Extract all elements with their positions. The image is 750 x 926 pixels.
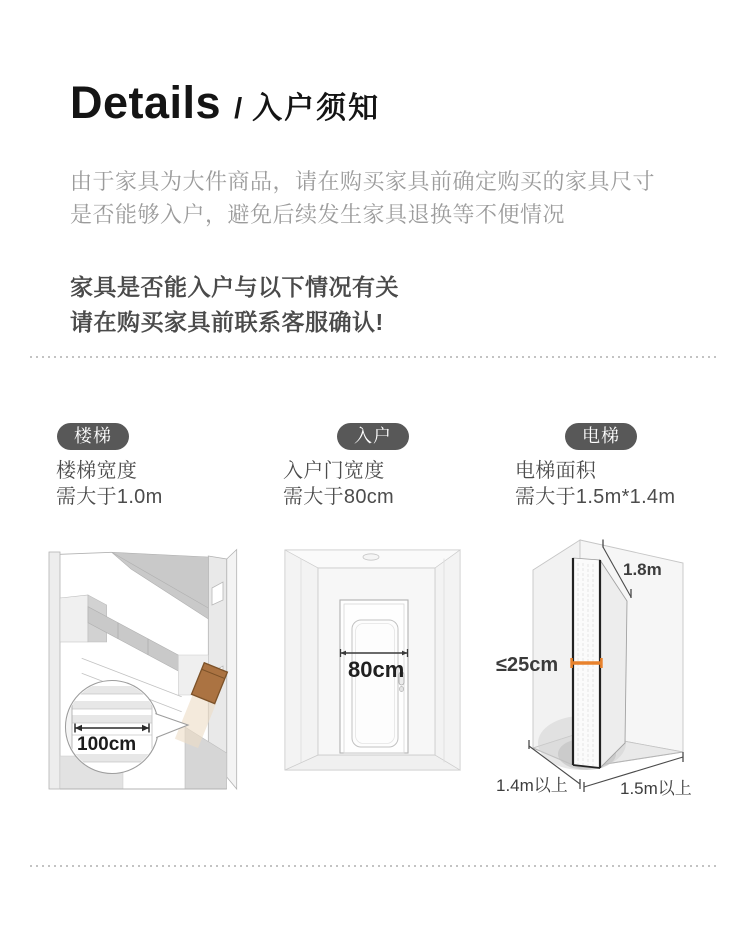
title-english: Details bbox=[70, 77, 222, 129]
dotted-divider-bottom bbox=[30, 865, 720, 867]
door-panel bbox=[352, 620, 398, 747]
door-requirement-line-2: 需大于80cm bbox=[283, 486, 395, 508]
page-title bbox=[70, 77, 380, 129]
panel-thickness-measurement-label: ≤25cm bbox=[496, 654, 559, 676]
notice-text bbox=[70, 270, 399, 340]
title-separator: / bbox=[234, 93, 243, 126]
intro-text bbox=[70, 165, 655, 231]
dotted-divider-top bbox=[30, 356, 720, 358]
door-illustration bbox=[284, 549, 461, 771]
stairs-illustration bbox=[48, 543, 238, 793]
ceiling-light bbox=[363, 554, 379, 560]
magnifier-callout bbox=[64, 679, 188, 775]
door-width-measurement-label: 80cm bbox=[348, 657, 405, 682]
elevator-badge: 电梯 bbox=[565, 423, 637, 450]
elevator-requirement bbox=[515, 458, 675, 510]
elevator-illustration bbox=[493, 537, 708, 802]
door-badge: 入户 bbox=[337, 423, 409, 450]
stairs-requirement bbox=[56, 458, 163, 510]
notice-line-1: 家具是否能入户与以下情况有关 bbox=[70, 274, 399, 300]
stairs-requirement-line-1: 楼梯宽度 bbox=[56, 460, 138, 482]
floor-depth-measurement-label: 1.4m以上 bbox=[496, 776, 568, 795]
intro-line-1: 由于家具为大件商品，请在购买家具前确定购买的家具尺寸 bbox=[70, 169, 656, 194]
stairs-width-measurement-label: 100cm bbox=[77, 734, 137, 755]
floor-width-measurement-label: 1.5m以上 bbox=[620, 779, 692, 798]
elevator-requirement-line-2: 需大于1.5m*1.4m bbox=[515, 486, 676, 508]
stairs-badge: 楼梯 bbox=[57, 423, 129, 450]
door-requirement-line-1: 入户门宽度 bbox=[283, 460, 385, 482]
door-requirement bbox=[283, 458, 394, 510]
intro-line-2: 是否能够入户，避免后续发生家具退换等不便情况 bbox=[70, 202, 566, 227]
title-chinese: 入户须知 bbox=[252, 92, 381, 126]
elevator-requirement-line-1: 电梯面积 bbox=[515, 460, 597, 482]
stairs-requirement-line-2: 需大于1.0m bbox=[56, 486, 163, 508]
panel-height-measurement-label: 1.8m bbox=[623, 560, 662, 579]
notice-line-2: 请在购买家具前联系客服确认! bbox=[70, 309, 384, 335]
